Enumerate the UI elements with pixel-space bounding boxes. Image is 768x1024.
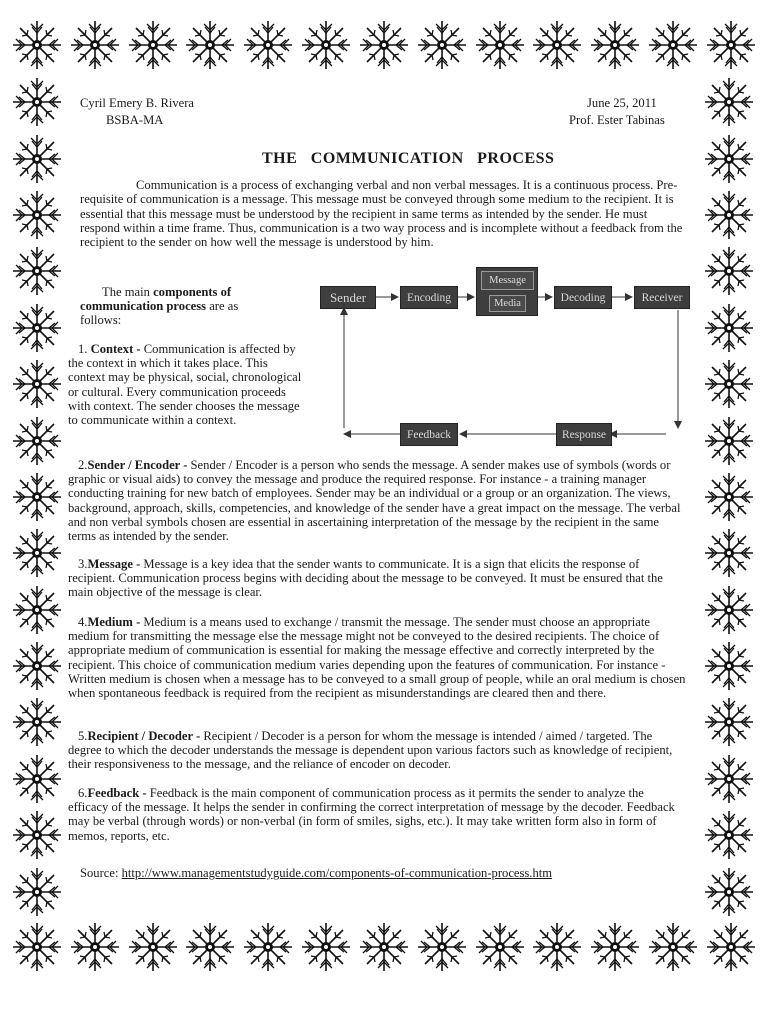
snowflake-ornament-icon (357, 920, 411, 974)
item-number: 3. (78, 557, 88, 571)
intro-paragraph: Communication is a process of exchanging verbal and non verbal messages. It is a continuous process. Pre-requisite of communication is a message. This message must be conveyed through some medium to the recipient. It is essential that this message must be understood by the recipient in same terms as intended by the sender. He must respond within a time frame. Thus, communication is a two way process and is incomplete without a feedback from the recipient to the sender on how well the message is understood by him. (80, 178, 683, 250)
snowflake-ornament-icon (10, 75, 64, 129)
media-node: Media (489, 295, 526, 312)
component-item-medium (68, 615, 686, 700)
snowflake-ornament-icon (530, 920, 584, 974)
item-number: 2. (78, 458, 88, 472)
author-name: Cyril Emery B. Rivera (80, 96, 195, 110)
snowflake-ornament-icon (10, 470, 64, 524)
snowflake-ornament-icon (10, 357, 64, 411)
snowflake-ornament-icon (10, 132, 64, 186)
item-text: Message is a key idea that the sender wants to communicate. It is a sign that elicits the response of recipient. Communication process begins with deciding about the message to be conveyed. It must be ensured that the main objective of the message is clear. (68, 557, 663, 600)
snowflake-ornament-icon (10, 639, 64, 693)
snowflake-ornament-icon (68, 920, 122, 974)
snowflake-ornament-icon (702, 865, 756, 919)
sender-node: Sender (320, 286, 376, 309)
snowflake-ornament-icon (10, 188, 64, 242)
item-text: Sender / Encoder is a person who sends the message. A sender makes use of symbols (words or graphic or visual aids) to convey the message and produce the required response. For instance - a training manager conducting training for new batch of employees. Sender may be an individual or a group or an organization. The views, background, approach, skills, competencies, and knowledge of the sender have a great impact on the message. The verbal and non verbal symbols chosen are essential in ascertaining interpretation of the message by the recipient in the same terms as intended by the sender. (68, 458, 681, 544)
encoding-node: Encoding (400, 286, 458, 309)
snowflake-ornament-icon (126, 920, 180, 974)
snowflake-ornament-icon (357, 18, 411, 72)
receiver-node: Receiver (634, 286, 690, 309)
snowflake-ornament-icon (10, 301, 64, 355)
snowflake-ornament-icon (702, 752, 756, 806)
component-item-context (68, 342, 304, 427)
snowflake-ornament-icon (588, 18, 642, 72)
snowflake-ornament-icon (702, 75, 756, 129)
item-number: 5. (78, 729, 88, 743)
communication-process-diagram (318, 262, 696, 448)
snowflake-ornament-icon (299, 920, 353, 974)
item-term: Medium - (87, 615, 144, 629)
snowflake-ornament-icon (415, 920, 469, 974)
snowflake-ornament-icon (702, 244, 756, 298)
snowflake-ornament-icon (702, 188, 756, 242)
source-link[interactable]: http://www.managementstudyguide.com/components-of-communication-process.htm (121, 866, 553, 880)
snowflake-ornament-icon (704, 18, 758, 72)
components-intro (80, 285, 280, 328)
snowflake-ornament-icon (702, 357, 756, 411)
snowflake-ornament-icon (241, 920, 295, 974)
components-intro-bold: components of communication process (80, 285, 232, 314)
snowflake-ornament-icon (702, 414, 756, 468)
source-label: Source: (80, 866, 122, 880)
snowflake-ornament-icon (473, 920, 527, 974)
decoding-node: Decoding (554, 286, 612, 309)
component-item-message (68, 557, 686, 600)
decorative-border-top (10, 18, 758, 74)
decorative-border-left (10, 74, 66, 920)
snowflake-ornament-icon (10, 18, 64, 72)
item-term: Recipient / Decoder - (87, 729, 204, 743)
snowflake-ornament-icon (126, 18, 180, 72)
snowflake-ornament-icon (702, 132, 756, 186)
document-date: June 25, 2011 (587, 96, 657, 110)
snowflake-ornament-icon (415, 18, 469, 72)
professor-name: Prof. Ester Tabinas (569, 113, 665, 127)
course-label: BSBA-MA (106, 113, 164, 127)
snowflake-ornament-icon (473, 18, 527, 72)
decorative-border-bottom (10, 920, 758, 976)
item-term: Feedback - (87, 786, 150, 800)
source-line (80, 866, 552, 881)
snowflake-ornament-icon (10, 865, 64, 919)
item-text: Recipient / Decoder is a person for whom the message is intended / aimed / targeted. The degree to which the decoder understands the message is dependent upon various factors such as knowledge of recipient, their responsiveness to the message, and the reliance of encoder on decoder. (68, 729, 673, 772)
item-text: Communication is affected by the context in which it takes place. This context may be physical, social, chronological or cultural. Every communication proceeds with context. The sender chooses the message to communicate within a context. (68, 342, 302, 428)
snowflake-ornament-icon (646, 920, 700, 974)
snowflake-ornament-icon (702, 301, 756, 355)
snowflake-ornament-icon (10, 695, 64, 749)
item-number: 1. (78, 342, 91, 356)
snowflake-ornament-icon (10, 583, 64, 637)
snowflake-ornament-icon (702, 526, 756, 580)
decorative-border-right (702, 74, 758, 920)
item-term: Context - (90, 342, 144, 356)
item-term: Message - (87, 557, 144, 571)
component-item-sender (68, 458, 686, 543)
snowflake-ornament-icon (702, 583, 756, 637)
feedback-node: Feedback (400, 423, 458, 446)
component-item-recipient (68, 729, 686, 772)
message-media-node (476, 267, 538, 316)
item-text: Feedback is the main component of communication process as it permits the sender to analyze the efficacy of the message. It helps the sender in confirming the correct interpretation of message by the decoder. Feedback may be verbal (through words) or non-verbal (in form of smiles, sighs, etc.). It may take written form also in form of memos, reports, etc. (68, 786, 675, 843)
snowflake-ornament-icon (646, 18, 700, 72)
components-intro-lead: The main (102, 285, 154, 299)
components-intro-tail: are as follows: (80, 299, 239, 328)
snowflake-ornament-icon (702, 470, 756, 524)
snowflake-ornament-icon (183, 920, 237, 974)
snowflake-ornament-icon (10, 752, 64, 806)
component-item-feedback (68, 786, 686, 843)
snowflake-ornament-icon (183, 18, 237, 72)
item-number: 4. (78, 615, 88, 629)
snowflake-ornament-icon (702, 639, 756, 693)
snowflake-ornament-icon (10, 244, 64, 298)
snowflake-ornament-icon (299, 18, 353, 72)
snowflake-ornament-icon (704, 920, 758, 974)
snowflake-ornament-icon (68, 18, 122, 72)
page-title: THE COMMUNICATION PROCESS (262, 150, 555, 167)
snowflake-ornament-icon (10, 526, 64, 580)
snowflake-ornament-icon (241, 18, 295, 72)
snowflake-ornament-icon (10, 808, 64, 862)
response-node: Response (556, 423, 612, 446)
snowflake-ornament-icon (702, 808, 756, 862)
item-text: Medium is a means used to exchange / transmit the message. The sender must choose an appropriate medium for transmitting the message else the message might not be conveyed to the desired recipients. The choice of appropriate medium of communication is essential for making the message effective and correctly interpreted by the recipient. This choice of communication medium varies depending upon the features of communication. For instance - Written medium is chosen when a message has to be conveyed to a small group of people, while an oral medium is chosen when spontaneous feedback is required from the recipient as misunderstandings are cleared then and there. (68, 615, 686, 701)
snowflake-ornament-icon (588, 920, 642, 974)
snowflake-ornament-icon (530, 18, 584, 72)
item-number: 6. (78, 786, 88, 800)
message-node: Message (481, 271, 534, 290)
item-term: Sender / Encoder - (87, 458, 191, 472)
snowflake-ornament-icon (10, 414, 64, 468)
snowflake-ornament-icon (10, 920, 64, 974)
snowflake-ornament-icon (702, 695, 756, 749)
